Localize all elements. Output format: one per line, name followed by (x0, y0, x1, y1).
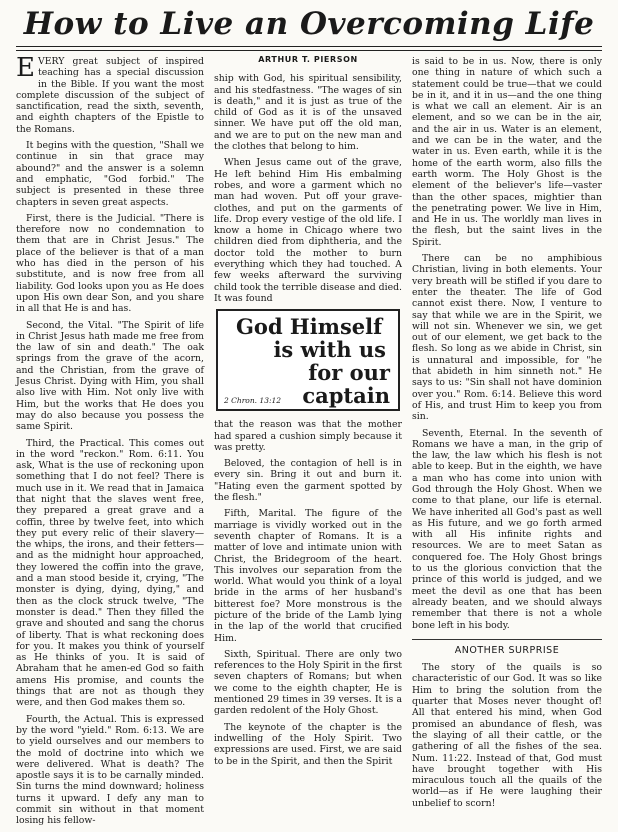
paragraph: ship with God, his spiritual sensibility, and his stedfastness. "The wages of sin is death," and it is just as true of the child of God as it is of the unsaved sinner. We have put off the old man, and we are to put on the new man and the clothes that belong to him. (214, 73, 402, 153)
column-2 (214, 56, 402, 772)
motto-line: is with us (273, 337, 386, 363)
paragraph: It begins with the question, "Shall we continue in sin that grace may abound?" and the answer is a solemn and emphatic, "God forbid." The subject is presented in these three chapters in seven great aspects. (16, 140, 204, 208)
title-rule-bottom (16, 50, 602, 51)
paragraph: Seventh, Eternal. In the seventh of Romans we have a man, in the grip of the law, the law which his flesh is not able to keep. But in the eighth, we have a man who has come into union with God through the Holy Ghost. When we come to that plane, our life is eternal. We have inherited all God's past as well as His future, and we go forth armed with all His infinite rights and resources. We are to meet Satan as conquered foe. The Holy Ghost brings to us the glorious conviction that the prince of this world is judged, and we meet the devil as one that has been already beaten, and we should always remember that there is not a whole bone left in his body. (412, 427, 602, 631)
motto-reference: 2 Chron. 13:12 (224, 395, 282, 405)
motto-line: God Himself (236, 314, 383, 340)
paragraph: When Jesus came out of the grave, He left behind Him His embalming robes, and wore a garment which no man had woven. Put off your grave-clothes, and put on the garments of life. Drop every vestige of the old life. I know a home in Chicago where two children died from diphtheria, and the doctor told the mother to burn everything which they had touched. A few weeks afterward the surviving child took the terrible disease and died. It was found (214, 157, 402, 304)
paragraph: Third, the Practical. This comes out in the word "reckon." Rom. 6:11. You ask, What is the use of reckoning upon something that I do not feel? There is much use in it. We read that in Jamaica that night that the slaves went free, they prepared a great grave and a coffin, three by twelve feet, into which they put every relic of their slavery—the whips, the irons, and their fetters—and as the midnight hour approached, they lowered the coffin into the grave, and a man stood beside it, crying, "The monster is dying, dying, dying," and then as the clock struck twelve, "The monster is dead." Then they filled the grave and shouted and sang the chorus of liberty. That is what reckoning does for you. It makes you think of yourself as He thinks of you. It is said of Abraham that he amen-ed God so faith amens His promise, and counts the things that are not as though they were, and then God makes them so. (16, 437, 204, 709)
paragraph: EVERY great subject of inspired teaching has a special discussion in the Bible. If you want the most complete discussion of the subject of sanctification, read the sixth, seventh, and eighth chapters of the Epistle to the Romans. (16, 53, 204, 135)
drop-cap: E (16, 53, 35, 83)
author-byline: ARTHUR T. PIERSON (258, 55, 358, 64)
article-title: How to Live an Overcoming Life (23, 6, 595, 42)
title-rule-top (16, 46, 602, 47)
paragraph: is said to be in us. Now, there is only one thing in nature of which such a statement could be true—that we could be in it, and it in us—and the one thing is what we call an element. Air is an element, and so we can be in the air, and the air in us. Water is an element, and we can be in the water, and the water in us. Even earth, while it is the home of the earth worm, also fills the earth worm. The Holy Ghost is the element of the believer's life—vaster than the other spaces, mightier than the penetrating power. We live in Him, and He in us. The worldly man lives in the flesh, but the saint lives in the Spirit. (412, 56, 602, 248)
paragraph: Beloved, the contagion of hell is in every sin. Bring it out and burn it. "Hating even the garment spotted by the flesh." (214, 458, 402, 504)
section-subhead: ANOTHER SURPRISE (412, 639, 602, 656)
motto-line: for our captain (302, 360, 390, 409)
column-1 (16, 53, 204, 832)
paragraph: Fourth, the Actual. This is expressed by the word "yield." Rom. 6:13. We are to yield ourselves and our members to the mold of doctrine into which we were delivered. What is death? The apostle says it is to be carnally minded. Sin turns the mind downward; holiness turns it upward. I defy any man to commit sin without in that moment losing his fellow- (16, 713, 204, 827)
scripture-motto-box (216, 309, 400, 411)
column-3 (412, 56, 602, 814)
paragraph: The keynote of the chapter is the indwelling of the Holy Spirit. Two expressions are used. First, we are said to be in the Spirit, and then the Spirit (214, 721, 402, 767)
paragraph: Fifth, Marital. The figure of the marriage is vividly worked out in the seventh chapter of Romans. It is a matter of love and intimate union with Christ, the Bridegroom of the heart. This involves our separation from the world. What would you think of a loyal bride in the arms of her husband's bitterest foe? More monstrous is the picture of the bride of the Lamb lying in the lap of the world that crucified Him. (214, 508, 402, 644)
paragraph: The story of the quails is so characteristic of our God. It was so like Him to bring the solution from the quarter that Moses never thought of! All that entered his mind, when God promised an abundance of flesh, was the slaying of all their cattle, or the gathering of all the fishes of the sea. Num. 11:22. Instead of that, God must have brought together with His miraculous touch all the quails of the world—as if He were laughing their unbelief to scorn! (412, 662, 602, 809)
paragraph: First, there is the Judicial. "There is therefore now no condemnation to them that are in Christ Jesus." The place of the believer is that of a man who has died in the person of his substitute, and is now free from all liability. God looks upon you as He does upon His own dear Son, and you share in all that He is and has. (16, 212, 204, 315)
paragraph: There can be no amphibious Christian, living in both elements. Your very breath will be stifled if you dare to enter the theater. The life of God cannot exist there. Now, I venture to say that while we are in the Spirit, we will not sin. Whenever we sin, we get out of our element, we get back to the flesh. So long as we abide in Christ, sin is unnatural and impossible, for "he that abideth in him sinneth not." He says to us: "Sin shall not have dominion over you." Rom. 6:14. Believe this word of His, and trust Him to keep you from sin. (412, 253, 602, 423)
paragraph: that the reason was that the mother had spared a cushion simply because it was pretty. (214, 419, 402, 453)
paragraph: Sixth, Spiritual. There are only two references to the Holy Spirit in the first seven chapters of Romans; but when we come to the eighth chapter, He is mentioned 29 times in 39 verses. It is a garden redolent of the Holy Ghost. (214, 648, 402, 717)
paragraph: Second, the Vital. "The Spirit of life in Christ Jesus hath made me free from the law of sin and death." The oak springs from the grave of the acorn, and the Christian, from the grave of Jesus Christ. Dying with Him, you shall also live with Him. Not only live with Him, but the works that He does you may do also because you possess the same Spirit. (16, 319, 204, 433)
